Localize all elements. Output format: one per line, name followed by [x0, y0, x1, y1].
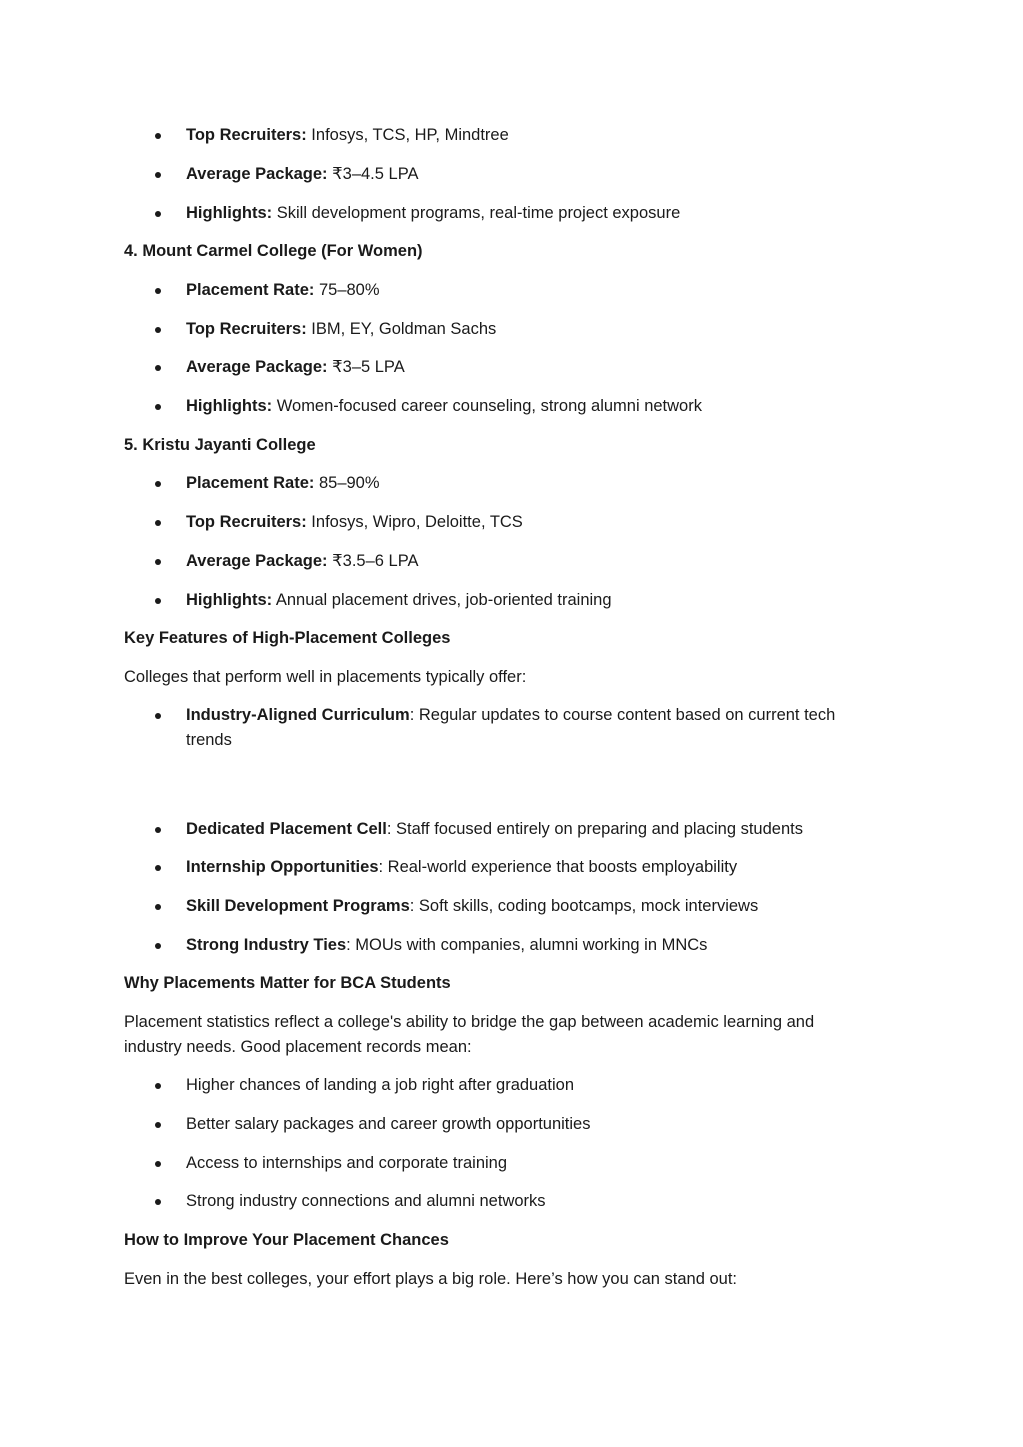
item-label: Top Recruiters:: [186, 513, 307, 531]
item-label: Strong Industry Ties: [186, 936, 347, 954]
item-text: Infosys, Wipro, Deloitte, TCS: [306, 513, 523, 531]
bullet-icon: [155, 404, 161, 410]
bullet-icon: [155, 1161, 161, 1167]
item-text: Better salary packages and career growth opportunities: [186, 1115, 591, 1133]
bullet-icon: [155, 288, 161, 294]
bullet-icon: [155, 713, 161, 719]
bullet-icon: [155, 827, 161, 833]
list-item: [155, 510, 855, 535]
item-label: Placement Rate:: [186, 474, 315, 492]
item-text: Strong industry connections and alumni networks: [186, 1192, 546, 1210]
item-label: Dedicated Placement Cell: [186, 820, 387, 838]
item-text: Skill development programs, real-time project exposure: [272, 204, 681, 222]
bullet-icon: [155, 520, 161, 526]
paragraph-line: Placement statistics reflect a college's ability to bridge the gap between academic learning and: [124, 1013, 815, 1031]
bullet-icon: [155, 133, 161, 139]
item-text: Women-focused career counseling, strong alumni network: [272, 397, 702, 415]
section-heading: Why Placements Matter for BCA Students: [124, 974, 451, 992]
item-label: Average Package:: [186, 358, 328, 376]
item-text: Higher chances of landing a job right after graduation: [186, 1076, 574, 1094]
item-label: Top Recruiters:: [186, 126, 307, 144]
list-item: [155, 1073, 855, 1098]
bullet-icon: [155, 327, 161, 333]
list-item: [155, 817, 855, 842]
bullet-icon: [155, 943, 161, 949]
item-label: Highlights:: [186, 591, 273, 609]
bullet-icon: [155, 904, 161, 910]
list-item: [155, 933, 855, 958]
item-text: Annual placement drives, job-oriented training: [272, 591, 612, 609]
list-item: [155, 471, 855, 496]
item-text: : Regular updates to course content based on current tech trends: [186, 706, 836, 749]
item-text: : Staff focused entirely on preparing and placing students: [386, 820, 803, 838]
list-item: [155, 317, 855, 342]
item-label: Placement Rate:: [186, 281, 315, 299]
list-item: [155, 894, 855, 919]
paragraph: Colleges that perform well in placements typically offer:: [124, 668, 527, 686]
item-text: ₹3–4.5 LPA: [327, 165, 419, 183]
item-text: IBM, EY, Goldman Sachs: [306, 320, 497, 338]
item-text: 75–80%: [314, 281, 380, 299]
bullet-icon: [155, 865, 161, 871]
item-label: Highlights:: [186, 204, 273, 222]
section-heading: How to Improve Your Placement Chances: [124, 1231, 449, 1249]
list-item: [155, 394, 855, 419]
bullet-icon: [155, 481, 161, 487]
item-text: Access to internships and corporate training: [186, 1154, 508, 1172]
item-text: : Soft skills, coding bootcamps, mock interviews: [409, 897, 759, 915]
bullet-icon: [155, 1122, 161, 1128]
list-item: [155, 201, 855, 226]
list-item: [155, 355, 855, 380]
list-item: [155, 1112, 855, 1137]
list-item: [155, 855, 855, 880]
bullet-icon: [155, 1199, 161, 1205]
list-item: [155, 549, 855, 574]
item-text: Infosys, TCS, HP, Mindtree: [306, 126, 509, 144]
bullet-icon: [155, 365, 161, 371]
bullet-icon: [155, 598, 161, 604]
item-label: Industry-Aligned Curriculum: [186, 706, 410, 724]
item-label: Average Package:: [186, 165, 328, 183]
paragraph-line: industry needs. Good placement records mean:: [124, 1038, 472, 1056]
bullet-icon: [155, 211, 161, 217]
section-heading: 4. Mount Carmel College (For Women): [124, 242, 423, 260]
item-text: : Real-world experience that boosts employability: [378, 858, 738, 876]
list-item: [155, 1151, 855, 1176]
list-item: [155, 703, 855, 753]
list-item: [155, 1189, 855, 1214]
item-label: Internship Opportunities: [186, 858, 379, 876]
item-label: Skill Development Programs: [186, 897, 410, 915]
list-item: [155, 588, 855, 613]
list-item: [155, 162, 855, 187]
list-item: [155, 278, 855, 303]
item-label: Top Recruiters:: [186, 320, 307, 338]
item-label: Average Package:: [186, 552, 328, 570]
section-heading: 5. Kristu Jayanti College: [124, 436, 316, 454]
item-text: ₹3.5–6 LPA: [327, 552, 419, 570]
bullet-icon: [155, 1083, 161, 1089]
section-heading: Key Features of High-Placement Colleges: [124, 629, 451, 647]
list-item: [155, 123, 855, 148]
paragraph: Even in the best colleges, your effort plays a big role. Here’s how you can stand out:: [124, 1270, 737, 1288]
bullet-icon: [155, 172, 161, 178]
bullet-icon: [155, 559, 161, 565]
item-label: Highlights:: [186, 397, 273, 415]
item-text: ₹3–5 LPA: [327, 358, 405, 376]
item-text: : MOUs with companies, alumni working in MNCs: [346, 936, 708, 954]
item-text: 85–90%: [314, 474, 380, 492]
